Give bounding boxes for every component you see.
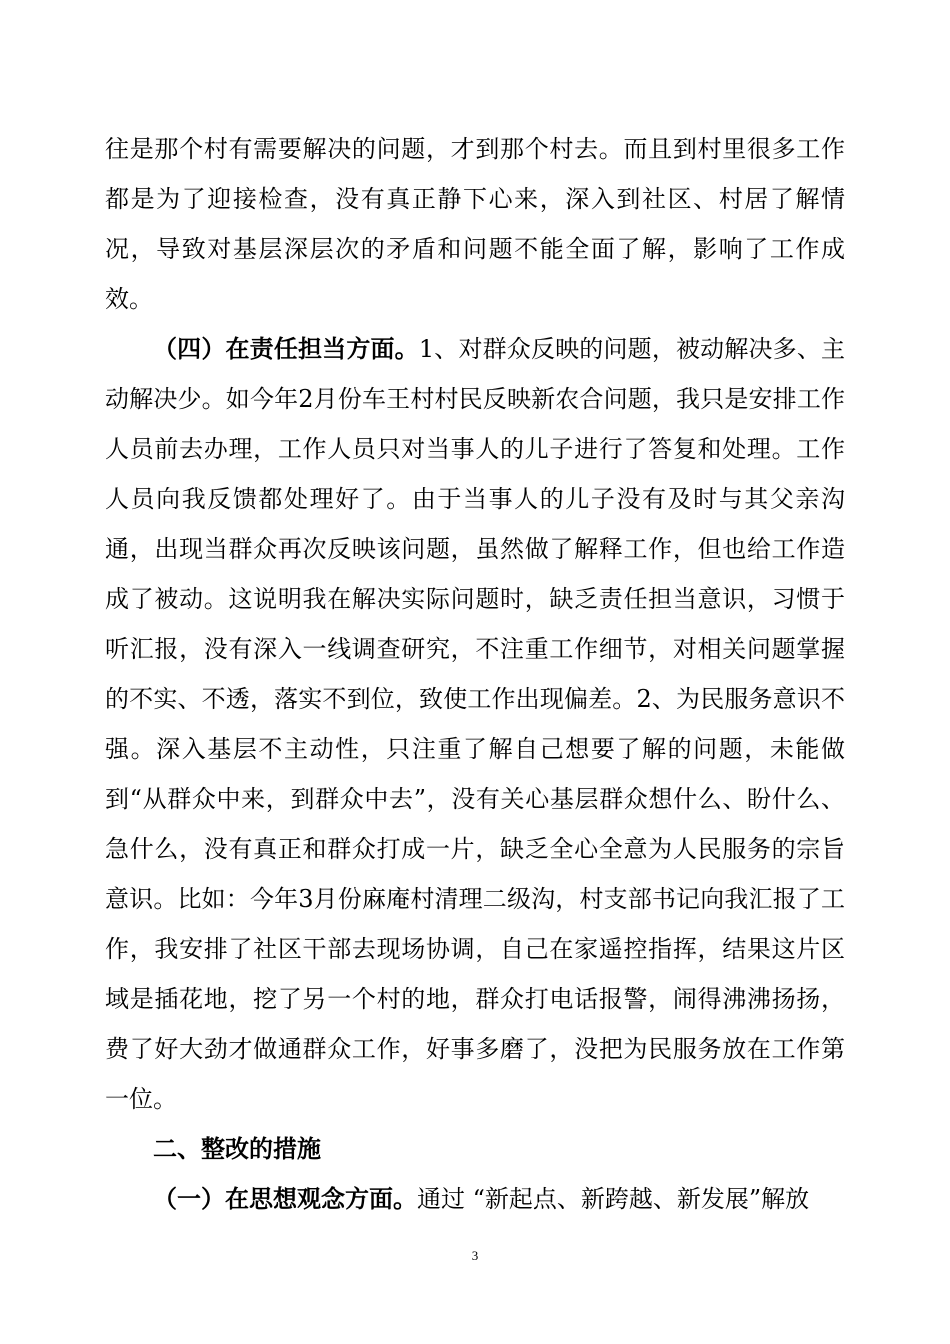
paragraph-heading-responsibility: （四）在责任担当方面。	[153, 334, 419, 363]
paragraph-continuation: 往是那个村有需要解决的问题，才到那个村去。而且到村里很多工作都是为了迎接检查，没有真正静下心来，深入到社区、村居了解情况，导致对基层深层次的矛盾和问题不能全面了解，影响了工作成效。	[105, 135, 845, 313]
paragraph-ideology	[105, 1174, 845, 1224]
section-heading-rectification: 二、整改的措施	[153, 1134, 321, 1163]
paragraph-heading-ideology: （一）在思想观念方面。	[153, 1184, 417, 1213]
paragraph-body-responsibility: 1、对群众反映的问题，被动解决多、主动解决少。如今年2月份车王村村民反映新农合问题，我只是安排工作人员前去办理，工作人员只对当事人的儿子进行了答复和处理。工作人员向我反馈都处理好了。由于当事人的儿子没有及时与其父亲沟通，出现当群众再次反映该问题，虽然做了解释工作，但也给工作造成了被动。这说明我在解决实际问题时，缺乏责任担当意识，习惯于听汇报，没有深入一线调查研究，不注重工作细节，对相关问题掌握的不实、不透，落实不到位，致使工作出现偏差。2、为民服务意识不强。深入基层不主动性，只注重了解自己想要了解的问题，未能做到“从群众中来，到群众中去”，没有关心基层群众想什么、盼什么、急什么，没有真正和群众打成一片，缺乏全心全意为人民服务的宗旨意识。比如：今年3月份麻庵村清理二级沟，村支部书记向我汇报了工作，我安排了社区干部去现场协调，自己在家遥控指挥，结果这片区域是插花地，挖了另一个村的地，群众打电话报警，闹得沸沸扬扬，费了好大劲才做通群众工作，好事多磨了，没把为民服务放在工作第一位。	[105, 335, 845, 1113]
paragraph-body-ideology: 通过 “新起点、新跨越、新发展”解放	[417, 1185, 810, 1213]
page-number: 3	[471, 1248, 479, 1263]
paragraph-responsibility	[105, 324, 845, 1124]
document-page	[105, 124, 845, 1224]
